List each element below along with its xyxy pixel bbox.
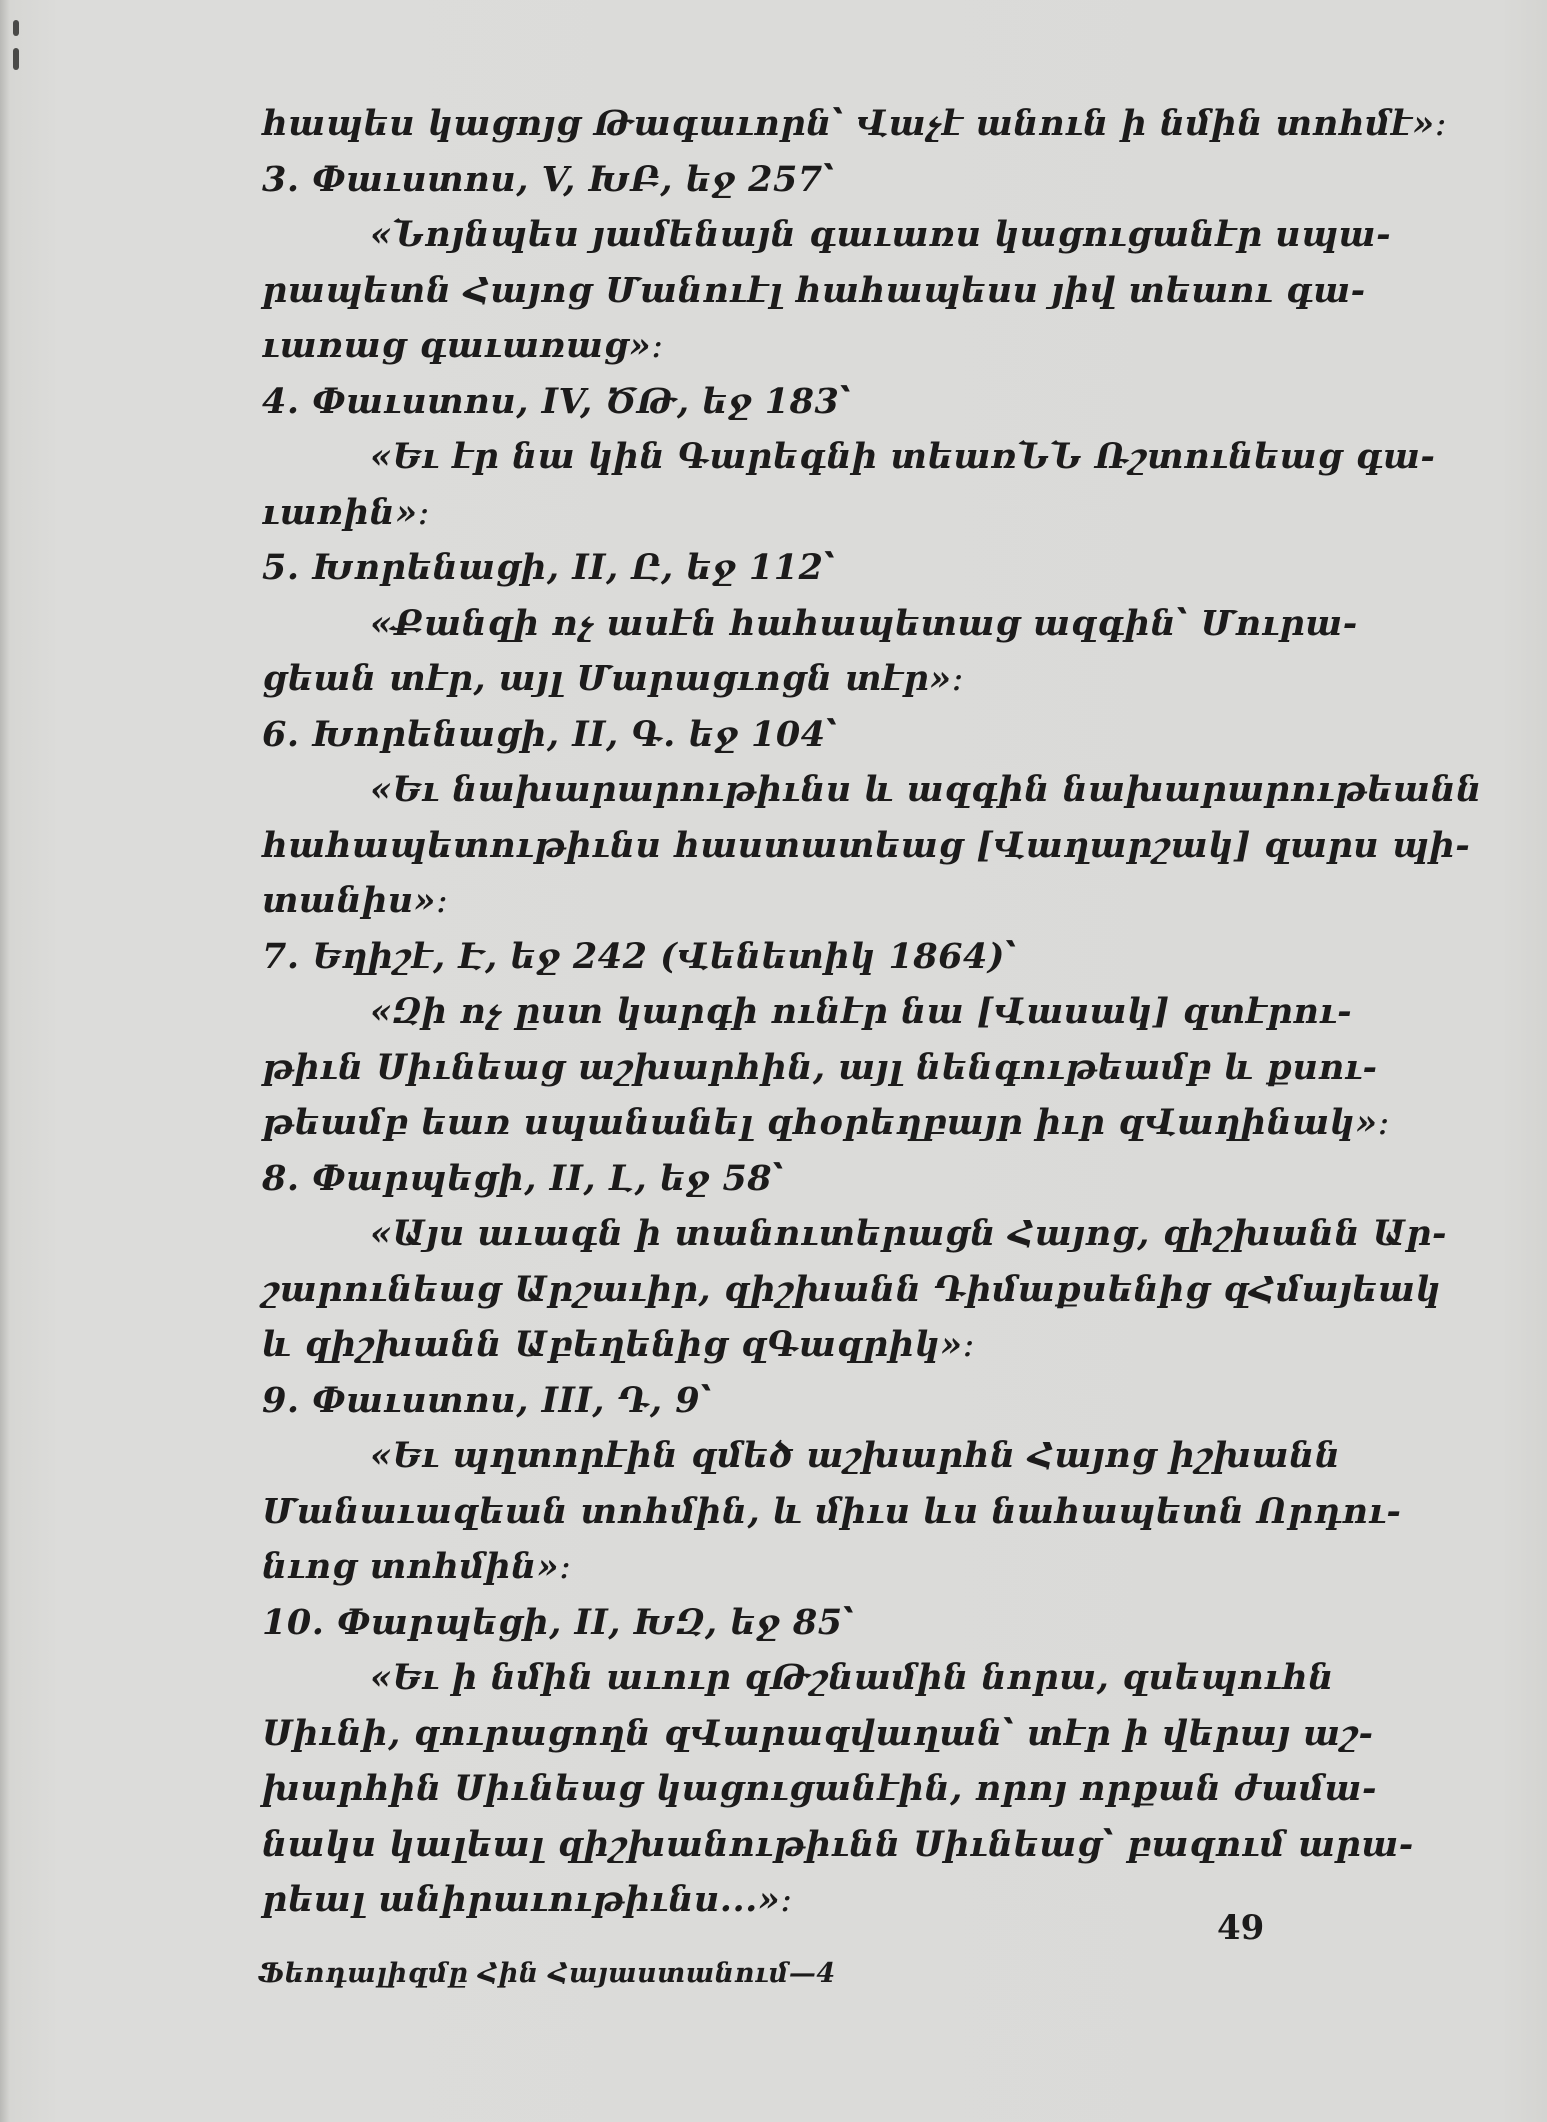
text-line: նակս կալեալ զիշխանութիւնն Սիւնեաց՝ բազում արա- — [262, 1823, 1414, 1865]
text-line: Մանաւազեան տոհմին, և միւս ևս նահապետն Որդու- — [262, 1490, 1402, 1532]
text-line: 10. Փարպեցի, II, ԽԶ, եջ 85՝ — [262, 1601, 855, 1643]
text-line: 9. Փաւստոս, III, Դ, 9՝ — [262, 1379, 712, 1421]
text-line: ցեան տէր, այլ Մարացւոցն տէր»։ — [262, 658, 965, 699]
text-line: «Նոյնպես յամենայն գաւառս կացուցանէր սպա- — [370, 214, 1392, 255]
text-line: ւառաց գաւառաց»։ — [262, 325, 664, 366]
text-line: հահապետութիւնս հաստատեաց [Վաղարշակ] զարս պի- — [262, 824, 1471, 866]
text-line: «Եւ նախարարութիւնս և ազգին նախարարութեանն — [370, 769, 1482, 810]
text-line: 6. Խորենացի, II, Գ. եջ 104՝ — [262, 713, 838, 755]
text-line: 4. Փաւստոս, IV, ԾԹ, եջ 183՝ — [262, 380, 852, 422]
text-line: «Եւ պղտորէին զմեծ աշխարհն Հայոց իշխանն — [370, 1435, 1341, 1476]
text-line: տանիս»։ — [262, 880, 449, 921]
binding-mark — [13, 48, 19, 70]
text-line: «Եւ ի նմին աւուր զԹշնամին նորա, զսեպուհն — [370, 1657, 1334, 1698]
text-line: րեալ անիրաւութիւնս...»։ — [262, 1879, 793, 1920]
text-line: հապես կացոյց Թագաւորն՝ Վաչէ անուն ի նմին տոհմէ»։ — [262, 103, 1448, 144]
text-line: Սիւնի, զուրացողն զՎարազվաղան՝ տէր ի վերայ աշ- — [262, 1712, 1374, 1754]
binding-mark — [13, 20, 19, 36]
text-line: «Քանզի ոչ ասէն հահապետաց ազգին՝ Մուրա- — [370, 602, 1358, 644]
text-line: րապետն Հայոց Մանուէլ հահապեսս յիվ տեաու գա- — [262, 269, 1366, 311]
page-number: 49 — [1217, 1908, 1265, 1948]
text-line: 8. Փարպեցի, II, Լ, եջ 58՝ — [262, 1157, 784, 1199]
text-line: «Այս աւագն ի տանուտերացն Հայոց, զիշխանն Ար- — [370, 1213, 1448, 1254]
text-line: «Եւ էր նա կին Գարեգնի տեառՆՆ Ռշտունեաց գա- — [370, 436, 1436, 477]
text-line: թեամբ եառ սպանանել զհօրեղբայր իւր զՎաղինակ»։ — [262, 1102, 1391, 1143]
text-line: թիւն Սիւնեաց աշխարհին, այլ նենգութեամբ և քսու- — [262, 1046, 1378, 1088]
page-footer: Ֆեոդալիզմը Հին Հայաստանում—4 — [258, 1958, 836, 1989]
text-line: և զիշխանն Աբեղենից զԳազրիկ»։ — [262, 1324, 976, 1365]
text-line: 3. Փաւստոս, V, ԽԲ, եջ 257՝ — [262, 158, 835, 200]
text-line: ւառին»։ — [262, 491, 430, 533]
page-text — [262, 96, 1482, 1928]
text-line: նւոց տոհմին»։ — [262, 1546, 572, 1587]
text-line: 5. Խորենացի, II, Ը, եջ 112՝ — [262, 547, 836, 588]
text-line: խարհին Սիւնեաց կացուցանէին, որոյ որքան ժամա- — [262, 1768, 1377, 1809]
text-line: շարունեաց Արշաւիր, զիշխանն Դիմաքսենից զՀմայեակ — [262, 1268, 1442, 1310]
text-line: 7. Եղիշէ, Է, եջ 242 (Վենետիկ 1864)՝ — [262, 935, 1017, 977]
text-line: «Զի ոչ ըստ կարգի ունէր նա [Վասակ] զտէրու- — [370, 991, 1353, 1032]
